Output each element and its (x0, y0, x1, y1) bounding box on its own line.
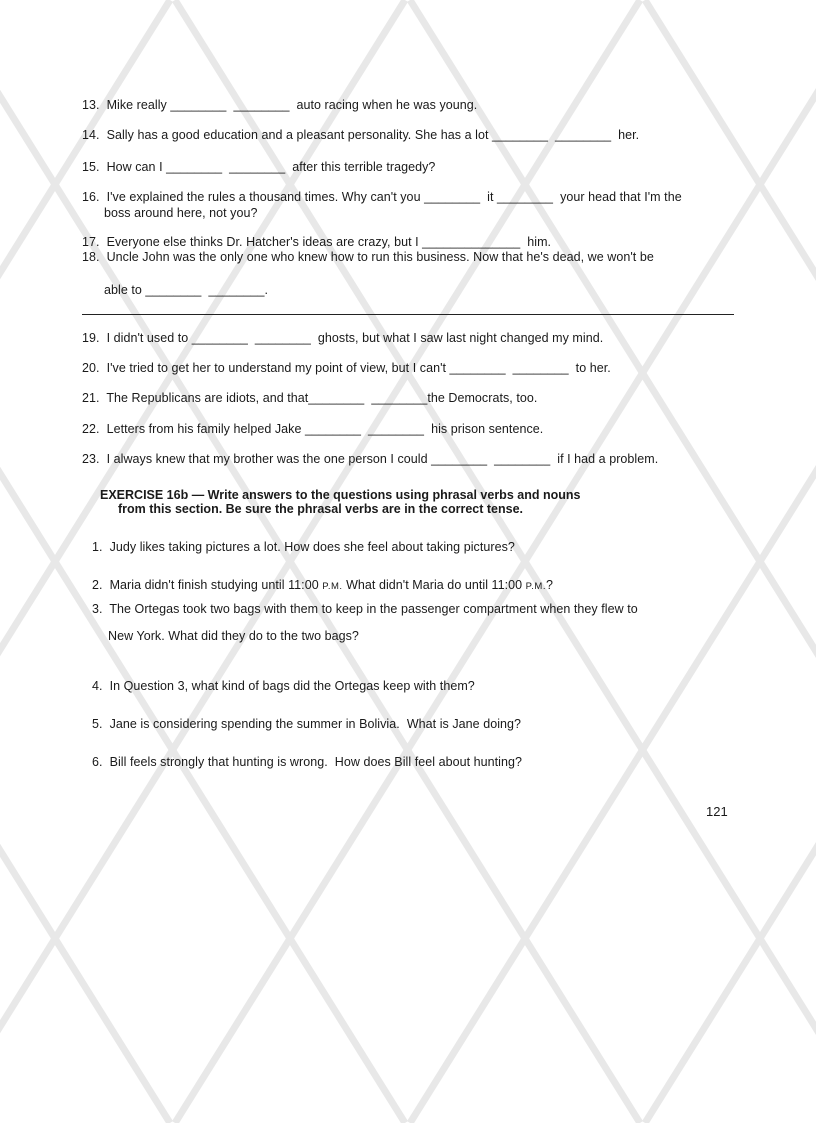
item-20: 20. I've tried to get her to understand my point of view, but I can't ________ ________ to her. (82, 361, 611, 375)
question-1: 1. Judy likes taking pictures a lot. How does she feel about taking pictures? (92, 540, 515, 554)
watermark-stroke (410, 0, 816, 1123)
exercise-16b-heading: EXERCISE 16b — Write answers to the questions using phrasal verbs and nouns (100, 488, 581, 502)
pm-label: P.M. (525, 581, 546, 592)
question-5: 5. Jane is considering spending the summer in Bolivia. What is Jane doing? (92, 717, 522, 731)
item-21: 21. The Republicans are idiots, and that________ ________the Democrats, too. (82, 391, 538, 405)
question-6: 6. Bill feels strongly that hunting is wrong. How does Bill feel about hunting? (92, 755, 522, 769)
item-13: 13. Mike really ________ ________ auto racing when he was young. (82, 98, 478, 112)
watermark-stroke (645, 0, 816, 1123)
item-16: 16. I've explained the rules a thousand times. Why can't you ________ it ________ your head that I'm the (82, 190, 682, 204)
page-number: 121 (706, 804, 728, 819)
question-2: 2. Maria didn't finish studying until 11:00 P.M. What didn't Maria do until 11:00 P.M.? (92, 578, 553, 592)
item-23: 23. I always knew that my brother was the one person I could ________ ________ if I had a problem. (82, 452, 659, 466)
item-18-cont: able to ________ ________. (104, 283, 269, 297)
item-14: 14. Sally has a good education and a pleasant personality. She has a lot ________ ________ her. (82, 128, 640, 142)
question-4: 4. In Question 3, what kind of bags did the Ortegas keep with them? (92, 679, 475, 693)
exercise-16b-heading-cont: from this section. Be sure the phrasal verbs are in the correct tense. (118, 502, 523, 516)
item-22: 22. Letters from his family helped Jake ________ ________ his prison sentence. (82, 422, 544, 436)
item-19: 19. I didn't used to ________ ________ ghosts, but what I saw last night changed my mind. (82, 331, 604, 345)
item-17: 17. Everyone else thinks Dr. Hatcher's ideas are crazy, but I ______________ him. (82, 235, 552, 249)
section-divider (82, 314, 734, 315)
question-3-cont: New York. What did they do to the two bags? (108, 629, 359, 643)
item-18: 18. Uncle John was the only one who knew how to run this business. Now that he's dead, we won't be (82, 250, 654, 264)
question-3: 3. The Ortegas took two bags with them to keep in the passenger compartment when they flew to (92, 602, 638, 616)
watermark-stroke (645, 0, 816, 1123)
item-16-cont: boss around here, not you? (104, 206, 258, 220)
item-15: 15. How can I ________ ________ after this terrible tragedy? (82, 160, 436, 174)
pm-label: P.M. (322, 581, 343, 592)
watermark-stroke (410, 0, 816, 1123)
